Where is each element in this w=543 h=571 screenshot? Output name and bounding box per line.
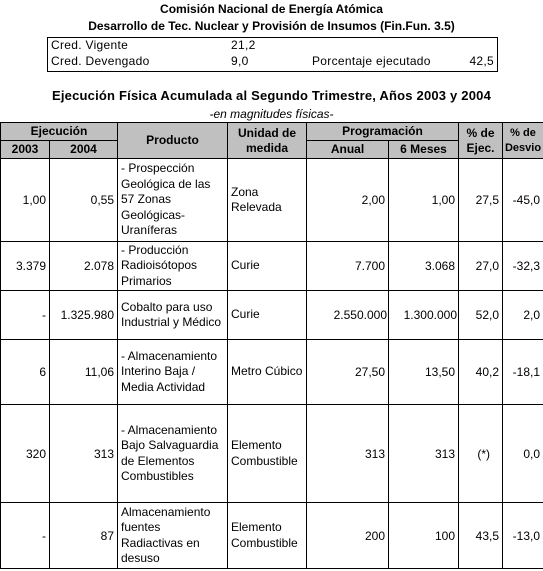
col-anual: Anual (307, 141, 389, 159)
cell-pct-ejec: 27,0 (459, 242, 503, 291)
institution-title: Comisión Nacional de Energía Atómica (160, 2, 383, 16)
cred-vigente-value: 21,2 (231, 38, 256, 52)
cell-pct-desvio: 0,0 (503, 405, 543, 503)
porcentaje-value: 42,5 (469, 54, 494, 68)
cell-2003: 6 (1, 340, 50, 405)
cell-unidad: Elemento Combustible (228, 503, 307, 569)
table-subtitle: -en magnitudes físicas- (209, 107, 334, 121)
cell-producto: - Almacenamiento Bajo Salvaguardia de Elementos Combustibles (118, 405, 228, 503)
cell-unidad: Curie (228, 291, 307, 340)
cell-seis-meses: 1,00 (389, 159, 459, 242)
col-unidad: Unidad de medida (228, 123, 307, 159)
cell-anual: 2.550.000 (307, 291, 389, 340)
cell-2003: 3.379 (1, 242, 50, 291)
program-title: Desarrollo de Tec. Nuclear y Provisión de Insumos (Fin.Fun. 3.5) (88, 19, 455, 33)
table-row (1, 405, 543, 503)
col-pct-desvio: % de Desvio (503, 123, 543, 159)
cell-pct-ejec: (*) (459, 405, 503, 503)
cell-pct-desvio: -13,0 (503, 503, 543, 569)
cell-2003: 1,00 (1, 159, 50, 242)
cell-producto: - Producción Radioisótopos Primarios (118, 242, 228, 291)
cell-pct-desvio: -18,1 (503, 340, 543, 405)
cell-pct-ejec: 52,0 (459, 291, 503, 340)
col-ejecucion: Ejecución (1, 123, 118, 141)
cell-seis-meses: 313 (389, 405, 459, 503)
cell-2003: - (1, 291, 50, 340)
table-row (1, 340, 543, 405)
cell-seis-meses: 3.068 (389, 242, 459, 291)
table-row (1, 503, 543, 569)
cell-seis-meses: 100 (389, 503, 459, 569)
cell-anual: 200 (307, 503, 389, 569)
col-programacion: Programación (307, 123, 459, 141)
execution-table (0, 122, 543, 569)
cell-2004: 11,06 (50, 340, 118, 405)
cell-anual: 7.700 (307, 242, 389, 291)
cell-seis-meses: 1.300.000 (389, 291, 459, 340)
credits-box (47, 37, 498, 72)
table-title: Ejecución Física Acumulada al Segundo Trimestre, Años 2003 y 2004 (51, 88, 492, 103)
cell-producto: - Almacenamiento Interino Baja / Media Actividad (118, 340, 228, 405)
col-seis-meses: 6 Meses (389, 141, 459, 159)
cell-2004: 1.325.980 (50, 291, 118, 340)
table-row (1, 291, 543, 340)
cell-2003: - (1, 503, 50, 569)
cell-unidad: Metro Cúbico (228, 340, 307, 405)
col-producto: Producto (118, 123, 228, 159)
cell-2004: 313 (50, 405, 118, 503)
cell-pct-ejec: 43,5 (459, 503, 503, 569)
cell-producto: Almacenamiento fuentes Radiactivas en desuso (118, 503, 228, 569)
col-pct-ejec: % de Ejec. (459, 123, 503, 159)
cell-pct-ejec: 27,5 (459, 159, 503, 242)
cell-anual: 27,50 (307, 340, 389, 405)
cell-producto: Cobalto para uso Industrial y Médico (118, 291, 228, 340)
porcentaje-label: Porcentaje ejecutado (312, 54, 431, 68)
cell-pct-desvio: 2,0 (503, 291, 543, 340)
cred-vigente-label: Cred. Vigente (51, 38, 129, 52)
cred-devengado-value: 9,0 (231, 54, 249, 68)
cell-seis-meses: 13,50 (389, 340, 459, 405)
table-row (1, 242, 543, 291)
header-row-1 (1, 123, 543, 141)
cell-unidad: Elemento Combustible (228, 405, 307, 503)
cell-2004: 0,55 (50, 159, 118, 242)
col-2003: 2003 (1, 141, 50, 159)
cell-anual: 313 (307, 405, 389, 503)
cell-producto: - Prospección Geológica de las 57 Zonas Geológicas-Uraníferas (118, 159, 228, 242)
cell-unidad: Zona Relevada (228, 159, 307, 242)
cell-pct-desvio: -45,0 (503, 159, 543, 242)
cred-devengado-label: Cred. Devengado (51, 54, 150, 68)
cell-2004: 2.078 (50, 242, 118, 291)
cell-pct-ejec: 40,2 (459, 340, 503, 405)
cell-unidad: Curie (228, 242, 307, 291)
cell-pct-desvio: -32,3 (503, 242, 543, 291)
cell-anual: 2,00 (307, 159, 389, 242)
cell-2003: 320 (1, 405, 50, 503)
cell-2004: 87 (50, 503, 118, 569)
table-row (1, 159, 543, 242)
col-2004: 2004 (50, 141, 118, 159)
